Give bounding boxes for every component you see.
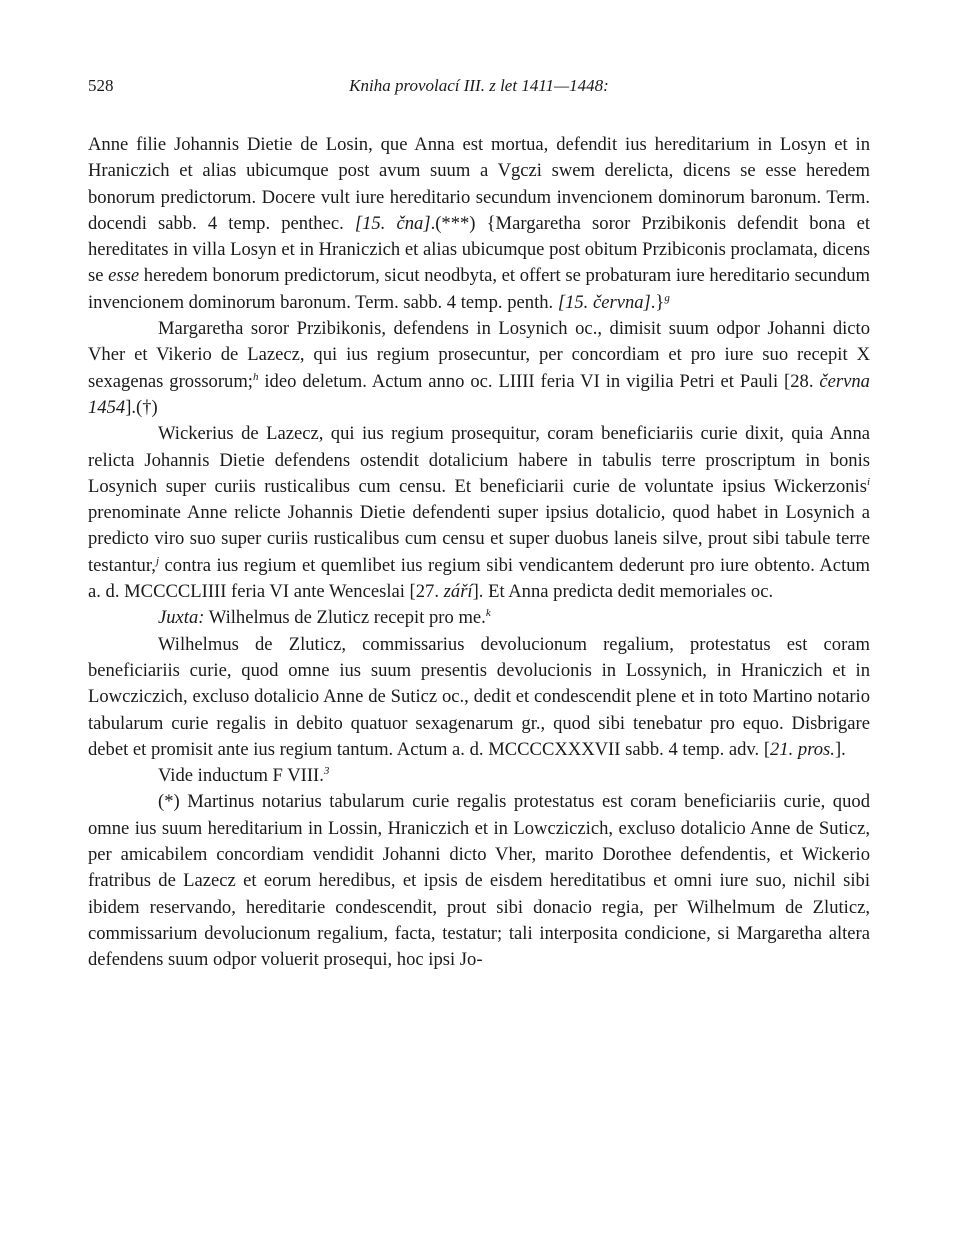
document-page (88, 76, 870, 974)
paragraph (88, 632, 870, 763)
text-segment: ]. Et Anna predicta dedit memoriales oc. (472, 581, 774, 603)
paragraph (88, 789, 870, 973)
text-segment: Vide inductum F VIII. (158, 765, 324, 787)
text-segment: Anne filie Johannis Dietie de Losin, que Anna est mortua, defendit ius hereditarium in Losyn et in Hraniczich et alias ubicumque post avum suum a Vgczi swem derelicta, dicens se esse heredem bonorum predictorum. Docere vult iure hereditario secundum invencionem dominorum baronum. Term. docendi sabb. 4 temp. penthec. (88, 134, 870, 234)
page-number: 528 (88, 76, 114, 95)
text-segment: Wilhelmus de Zluticz, commissarius devolucionum regalium, protestatus est coram beneficiariis curie, quod omne ius suum presentis devolucionis in Lossynich, in Hraniczich et in Lowcziczich, excluso dotalicio Anne de Suticz oc., dedit et condescendit plene et in toto Martino notario tabularum curie regalis in debito quatuor sexagenarum gr., quod sibi tenebatur pro equo. Disbrigare debet et promisit ante ius regium tantum. Actum a. d. MCCCCXXXVII sabb. 4 temp. adv. [ (88, 633, 870, 760)
italic-text: esse (108, 265, 140, 287)
footnote-marker: i (866, 475, 870, 488)
footnote-marker: g (664, 291, 670, 304)
italic-text: Juxta: (158, 607, 205, 629)
footnote-marker: k (485, 607, 491, 620)
italic-text: [15. června] (557, 291, 651, 313)
italic-text: [15. čna] (354, 212, 431, 234)
text-segment: Wilhelmus de Zluticz recepit pro me. (204, 607, 486, 629)
footnote-marker: h (252, 370, 259, 383)
italic-text: září (443, 581, 473, 603)
paragraph (88, 421, 870, 605)
paragraph (88, 605, 870, 631)
text-segment: prenominate Anne relicte Johannis Dietie defendenti super ipsius dotalicio, quod habet in Losynich a predicto viro suo super curiis rusticalibus cum censu et super duobus laneis silve, prout sibi tabule terre testantur, (88, 502, 870, 576)
footnote-marker: j (155, 554, 159, 567)
running-title: Kniha provolací III. z let 1411—1448: (349, 76, 609, 95)
text-segment: ].(†) (125, 396, 158, 418)
paragraph (88, 132, 870, 316)
text-segment: (*) Martinus notarius tabularum curie regalis protestatus est coram beneficiariis curie, quod omne ius suum hereditarium in Lossin, Hraniczich et in Lowcziczich, excluso dotalicio Anne de Suticz, per amicabilem concordiam vendidit Johanni dicto Vher, marito Dorothee defendentis, et Wickerio fratribus de Lazecz et eorum heredibus, et ipsis de eisdem hereditatibus et omni iure suo, nichil sibi ibidem reservando, hereditarie condescendit, prout sibi donacio regia, per Wilhelmum de Zluticz, commissarium devolucionum regalium, facta, testatur; tali interposita condicione, si Margaretha altera defendens suum odpor voluerit prosequi, hoc ipsi Jo- (88, 791, 870, 971)
page-header (88, 76, 870, 106)
italic-text: 21. pros. (770, 738, 835, 760)
text-segment: contra ius regium et quemlibet ius regium sibi vendicantem dederunt pro iure obtento. Actum a. d. MCCCCLIIII feria VI ante Wenceslai [27. (88, 554, 870, 603)
text-segment: Wickerius de Lazecz, qui ius regium prosequitur, coram beneficiariis curie dixit, quia Anna relicta Johannis Dietie defendens ostendit dotalicium habere in tabulis terre proscriptum in bonis Losynich super curiis rusticalibus cum censu. Et beneficiarii curie de voluntate ipsius Wickerzonis (88, 423, 870, 497)
body-text (88, 132, 870, 974)
paragraph (88, 316, 870, 421)
paragraph (88, 763, 870, 789)
text-segment: ideo deletum. Actum anno oc. LIIII feria VI in vigilia Petri et Pauli [28. (258, 370, 820, 392)
text-segment: .} (650, 291, 665, 313)
text-segment: Margaretha soror Przibikonis, defendens in Losynich oc., dimisit suum odpor Johanni dicto Vher et Vikerio de Lazecz, qui ius regium prosecuntur, per concordiam et pro iure suo recepit X sexagenas grossorum; (88, 318, 870, 392)
text-segment: ]. (834, 738, 846, 760)
text-segment: .(***) {Margaretha soror Przibikonis defendit bona et hereditates in villa Losyn et in Hraniczich et alias ubicumque post obitum Przibiconis proclamata, dicens se (88, 212, 870, 287)
italic-text: června 1454 (88, 370, 870, 418)
text-segment: heredem bonorum predictorum, sicut neodbyta, et offert se probaturam iure hereditario secundum invencionem dominorum baronum. Term. sabb. 4 temp. penth. (88, 265, 870, 313)
footnote-marker: 3 (323, 764, 330, 777)
